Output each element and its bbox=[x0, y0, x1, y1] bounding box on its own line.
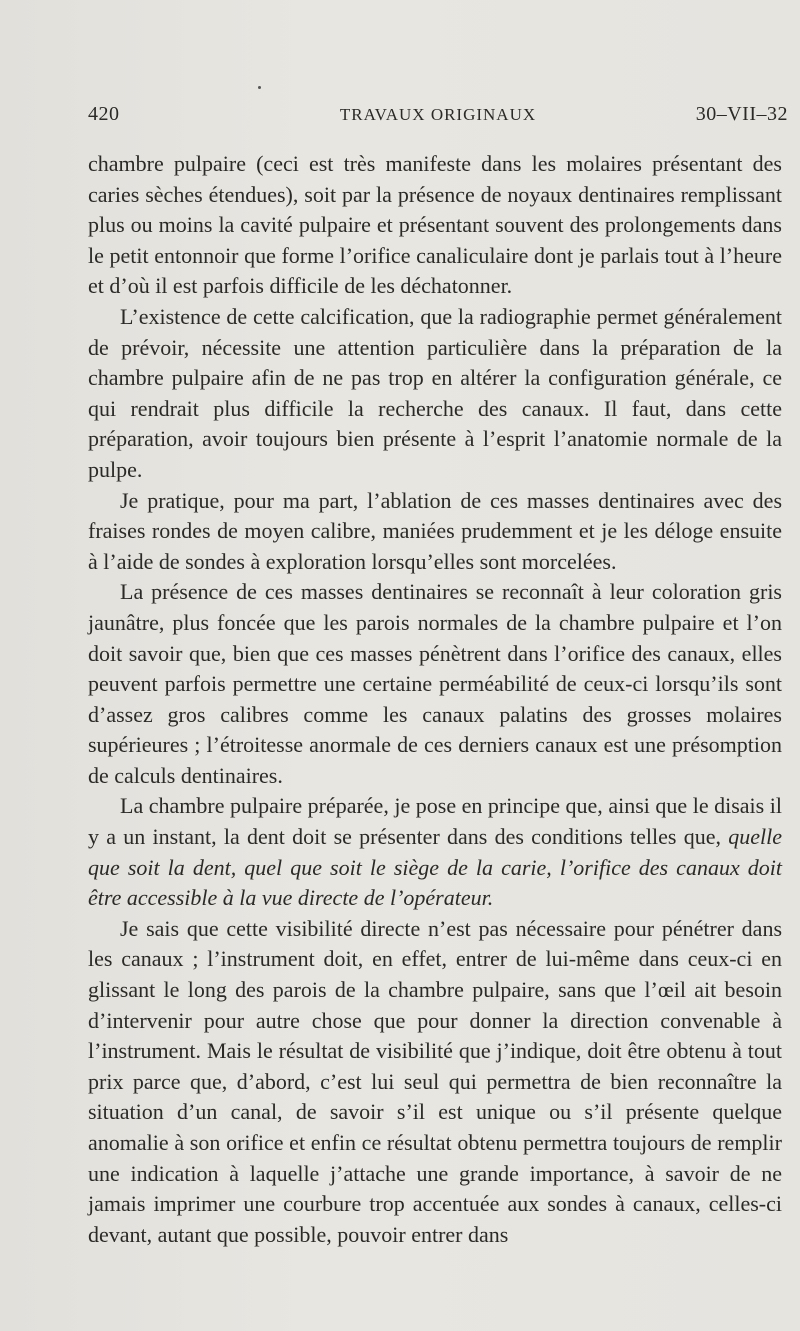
ink-speck bbox=[258, 86, 261, 89]
paragraph-5-text: La chambre pulpaire préparée, je pose en principe que, ainsi que le disais il y a un instant, la dent doit se présenter dans des conditions telles que, bbox=[88, 793, 782, 850]
paragraph-2: L’existence de cette calcification, que la radiographie permet généralement de prévoir, nécessite une attention particulière dans la préparation de la chambre pulpaire afin de ne pas trop en altérer la configuration générale, ce qui rendrait plus difficile la recherche des canaux. Il faut, dans cette préparation, avoir toujours bien présente à l’esprit l’anatomie normale de la pulpe. bbox=[88, 303, 782, 482]
running-header bbox=[88, 103, 788, 133]
paragraph-5-italic: quelle que soit la dent, quel que soit le siège de la carie, l’orifice des canaux doit être accessible à la vue directe de l’opérateur. bbox=[88, 824, 782, 911]
paragraph-1: chambre pulpaire (ceci est très manifeste dans les molaires présentant des caries sèches étendues), soit par la présence de noyaux dentinaires remplissant plus ou moins la cavité pulpaire et présentant souvent des prolongements dans le petit entonnoir que forme l’orifice canaliculaire dont je parlais tout à l’heure et d’où il est parfois difficile de les déchatonner. bbox=[88, 151, 782, 299]
body-text bbox=[88, 149, 782, 1250]
paragraph-3: Je pratique, pour ma part, l’ablation de ces masses dentinaires avec des fraises rondes de moyen calibre, maniées prudemment et je les déloge ensuite à l’aide de sondes à exploration lorsqu’elles sont morcelées. bbox=[88, 487, 782, 574]
page-number: 420 bbox=[88, 103, 120, 125]
paragraph-6: Je sais que cette visibilité directe n’est pas nécessaire pour pénétrer dans les canaux ; l’instrument doit, en effet, entrer de lui-même dans ceux-ci en glissant le long des parois de la chambre pulpaire, sans que l’œil ait besoin d’intervenir pour autre chose que pour donner la direction convenable à l’instrument. Mais le résultat de visibilité que j’indique, doit être obtenu à tout prix parce que, d’abord, c’est lui seul qui permettra de bien reconnaître la situation d’un canal, de savoir s’il est unique ou s’il présente quelque anomalie à son orifice et enfin ce résultat obtenu permettra toujours de remplir une indication à laquelle j’attache une grande importance, à savoir de ne jamais imprimer une courbure trop accentuée aux sondes à canaux, celles-ci devant, autant que possible, pouvoir entrer dans bbox=[88, 915, 782, 1247]
paragraph-5 bbox=[88, 791, 782, 913]
running-title: TRAVAUX ORIGINAUX bbox=[339, 105, 537, 124]
header-date: 30–VII–32 bbox=[695, 103, 788, 125]
paragraph-4: La présence de ces masses dentinaires se reconnaît à leur coloration gris jaunâtre, plus foncée que les parois normales de la chambre pulpaire et l’on doit savoir que, bien que ces masses pénètrent dans l’orifice des canaux, elles peuvent parfois permettre une certaine perméabilité de ceux-ci lorsqu’ils sont d’assez gros calibres comme les canaux palatins des grosses molaires supérieures ; l’étroitesse anormale de ces derniers canaux est une présomption de calculs dentinaires. bbox=[88, 579, 782, 788]
